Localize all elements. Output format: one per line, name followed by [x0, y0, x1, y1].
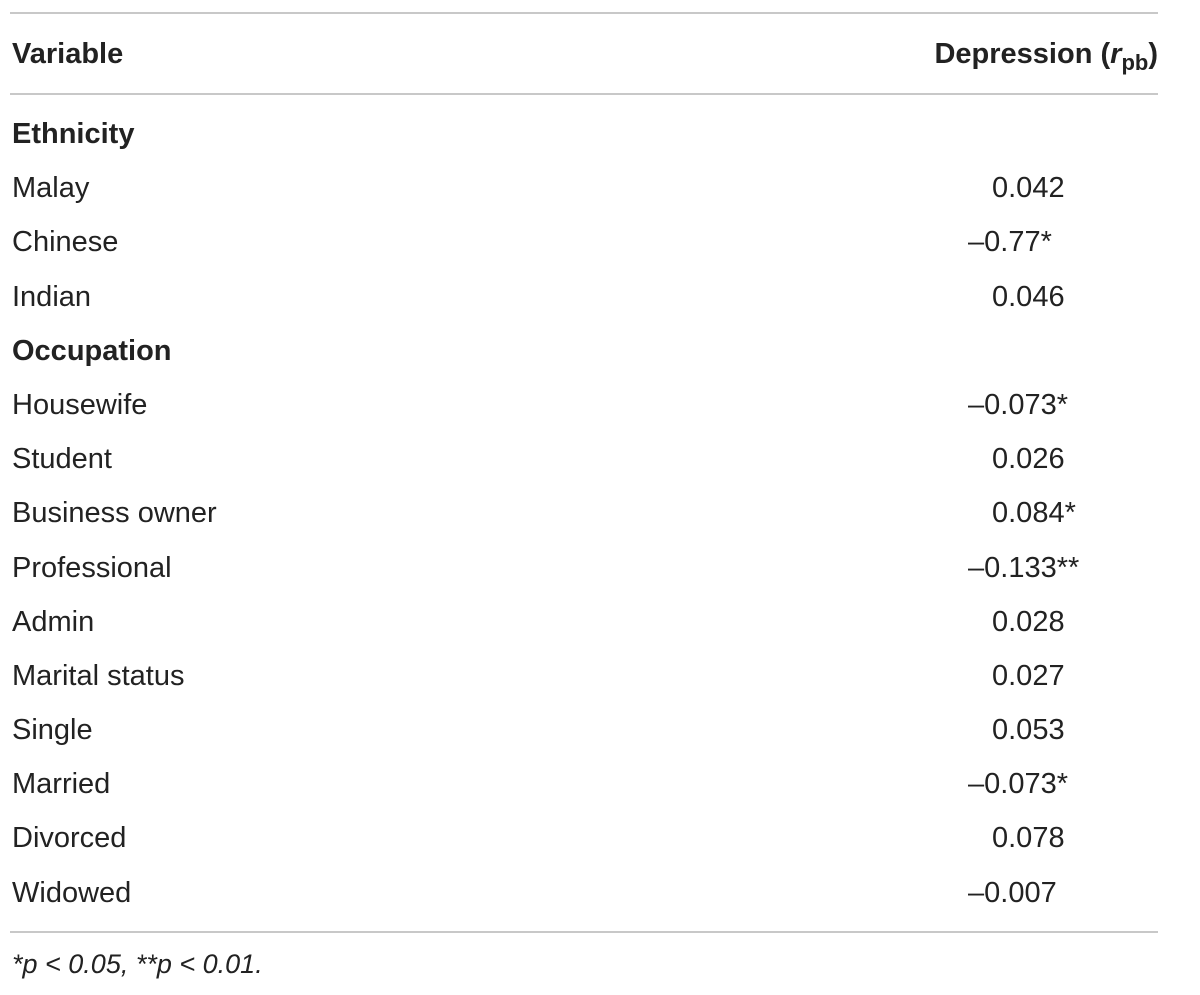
row-label: Housewife: [12, 388, 148, 421]
section-heading: Occupation: [12, 334, 172, 367]
row-value: 0.028: [992, 605, 1065, 638]
table-footnote: *p < 0.05, **p < 0.01.: [12, 949, 263, 979]
table-row: [12, 270, 1158, 324]
table-row: [12, 703, 1158, 757]
row-label: Single: [12, 714, 93, 747]
row-label: Widowed: [12, 876, 132, 909]
row-value: 0.027: [992, 659, 1065, 692]
header-depression-suffix: ): [1148, 38, 1158, 70]
row-value: 0.053: [992, 714, 1065, 747]
row-label: Married: [12, 768, 111, 801]
row-value: 0.026: [992, 443, 1065, 476]
section-heading-row: [12, 324, 1158, 378]
table-row: [12, 378, 1158, 432]
row-label: Admin: [12, 605, 95, 638]
table-row: [12, 649, 1158, 703]
row-value: –0.133**: [968, 551, 1080, 584]
header-depression-prefix: Depression (: [934, 38, 1111, 70]
row-label: Business owner: [12, 497, 217, 530]
section-heading: Ethnicity: [12, 118, 135, 150]
row-label: Marital status: [12, 659, 185, 692]
table-top-rule: [10, 12, 1158, 14]
table-row: [12, 757, 1158, 811]
row-value: –0.073*: [968, 768, 1068, 801]
row-label: Divorced: [12, 822, 127, 855]
table-row: [12, 215, 1158, 269]
row-value: –0.007: [968, 876, 1057, 909]
table-header: [12, 26, 1158, 82]
row-value: –0.073*: [968, 388, 1068, 421]
row-value: 0.084*: [992, 497, 1076, 530]
table-row: [12, 811, 1158, 865]
table-row: [12, 161, 1158, 215]
row-label: Student: [12, 443, 112, 476]
table-row: [12, 432, 1158, 486]
column-header-variable: Variable: [12, 38, 124, 70]
table-row: [12, 541, 1158, 595]
table-header-rule: [10, 93, 1158, 95]
row-label: Indian: [12, 280, 92, 313]
table-row: [12, 486, 1158, 540]
row-label: Malay: [12, 172, 90, 205]
row-value: –0.77*: [968, 226, 1052, 259]
table-row: [12, 595, 1158, 649]
column-header-depression: [934, 26, 1158, 91]
table-bottom-rule: [10, 931, 1158, 933]
table-row: [12, 866, 1158, 920]
row-label: Chinese: [12, 226, 119, 259]
header-subscript: pb: [1121, 50, 1149, 75]
table-body: [12, 107, 1158, 920]
header-r-symbol: r: [1110, 38, 1122, 70]
row-value: 0.042: [992, 172, 1065, 205]
row-value: 0.078: [992, 822, 1065, 855]
section-heading-row: [12, 107, 1158, 161]
row-label: Professional: [12, 551, 172, 584]
row-value: 0.046: [992, 280, 1065, 313]
